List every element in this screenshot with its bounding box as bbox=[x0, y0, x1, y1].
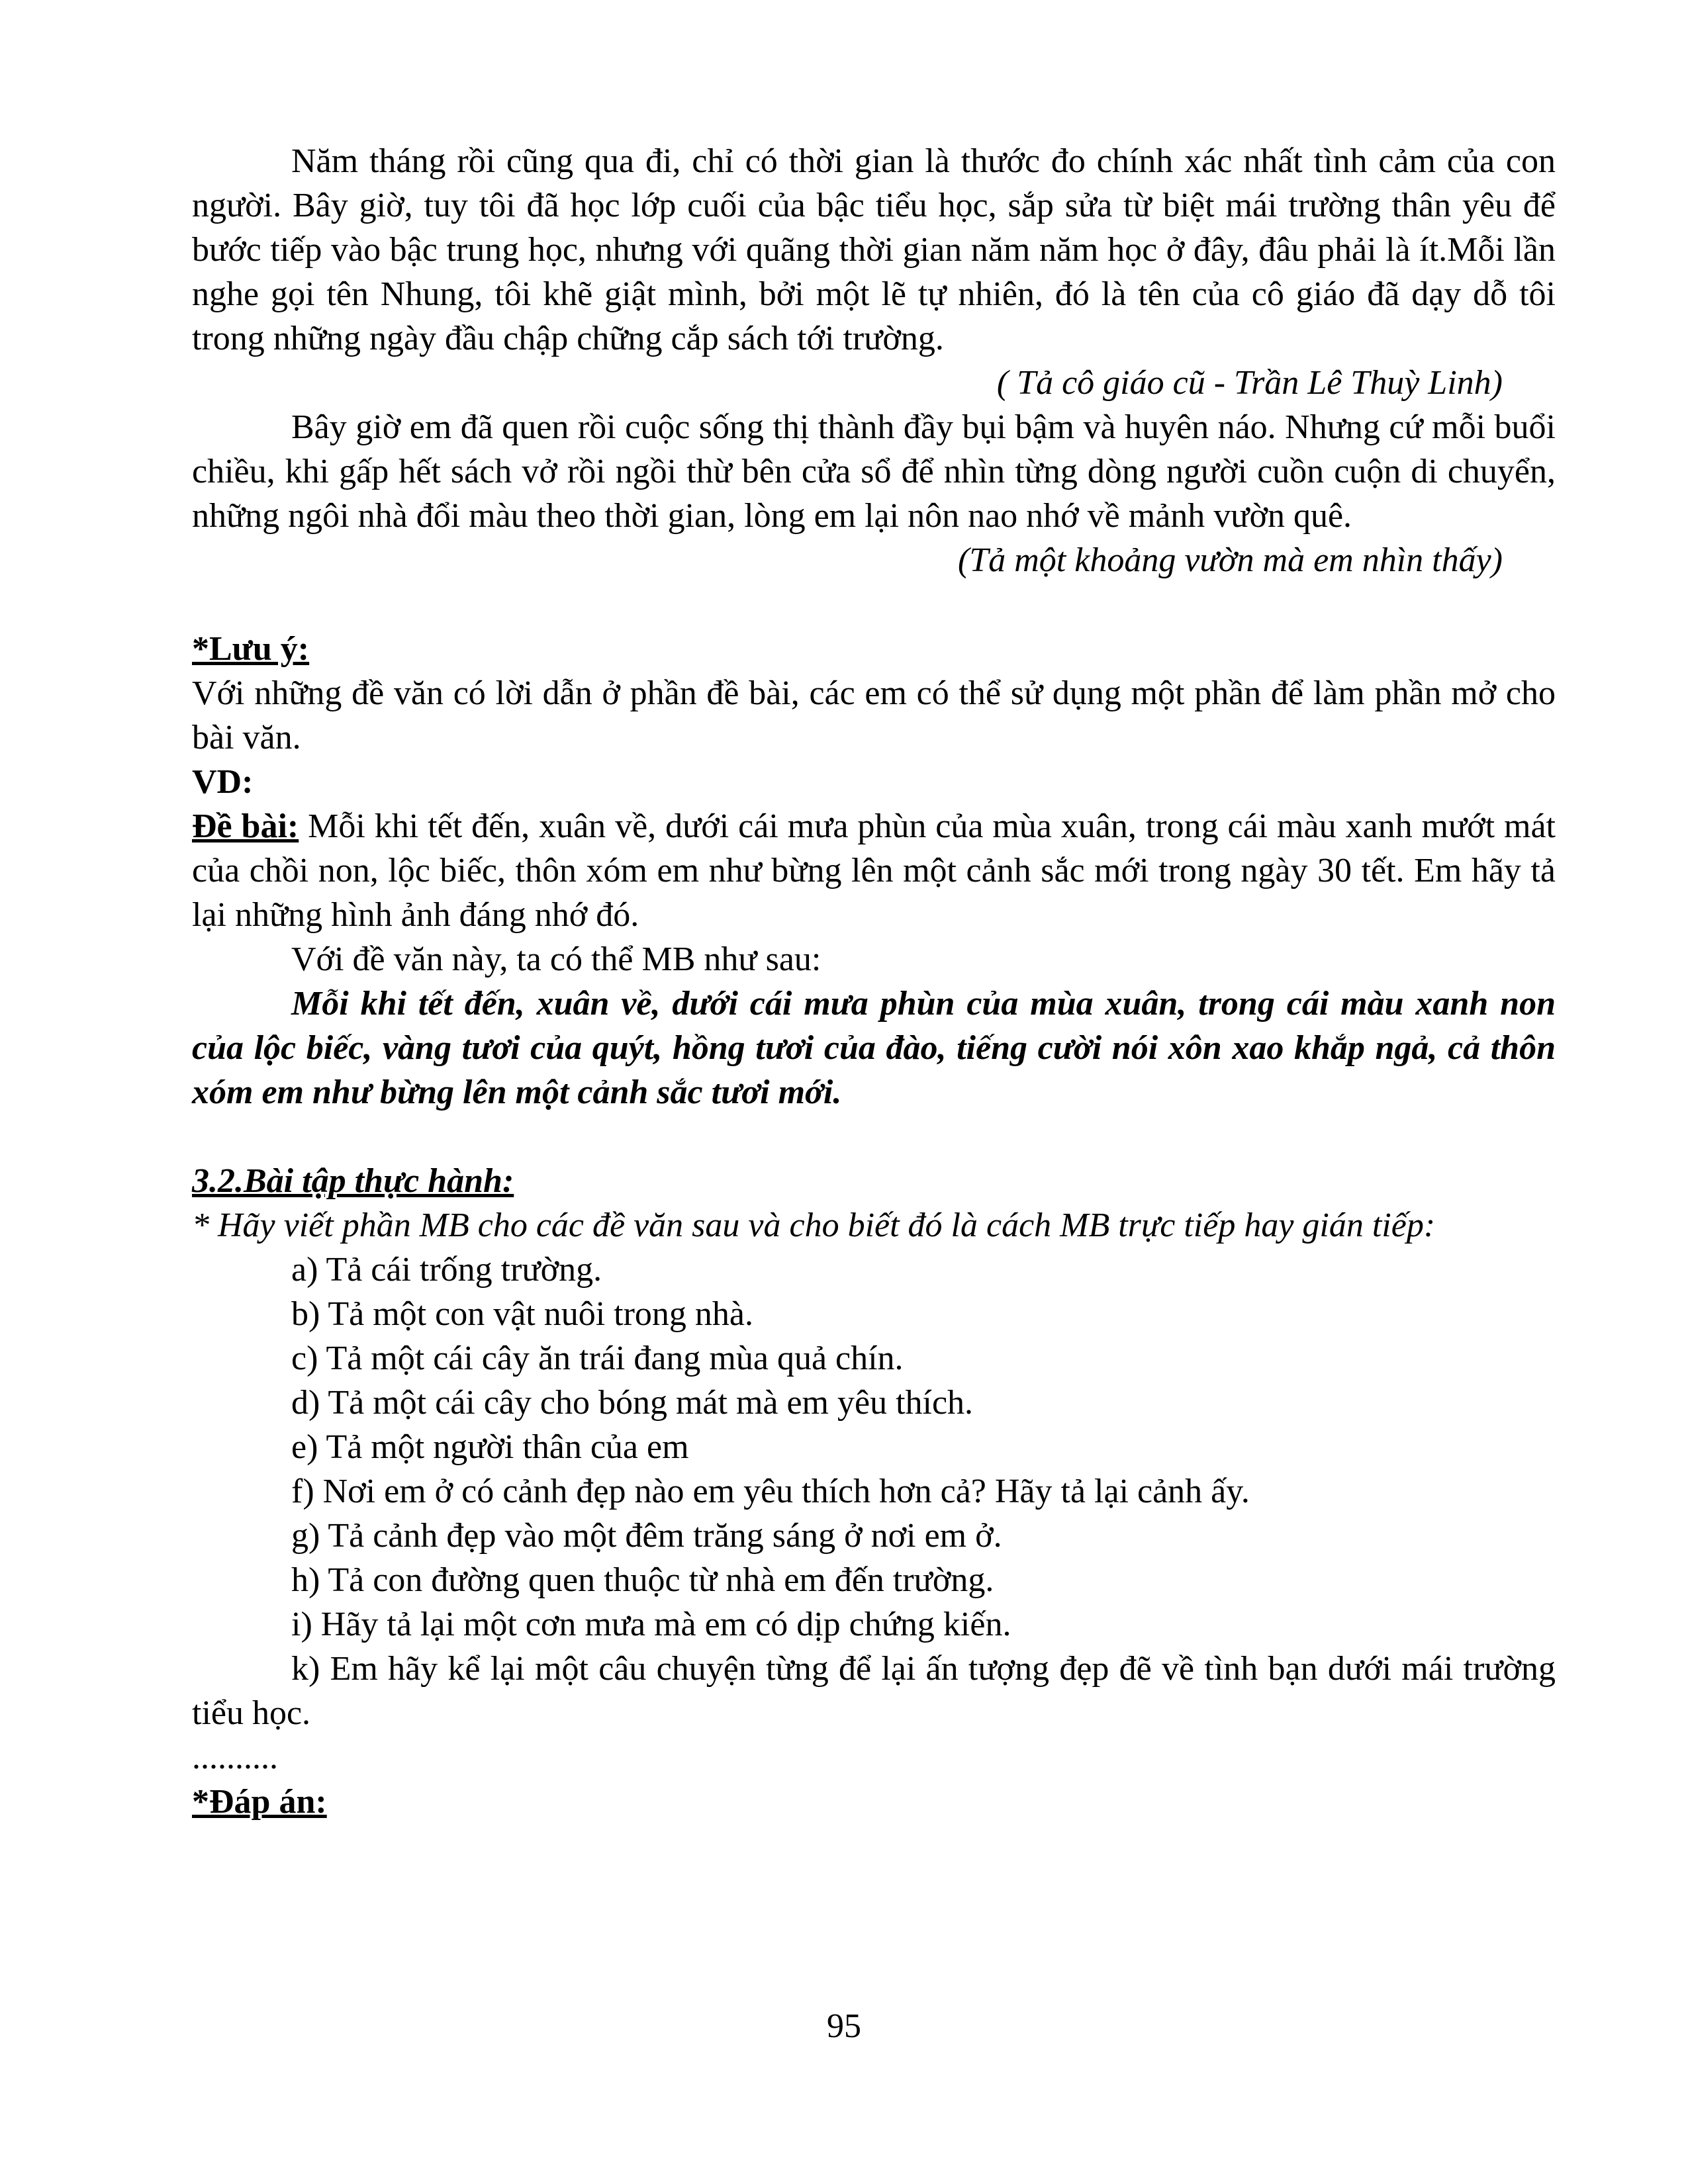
passage-citation: ( Tả cô giáo cũ - Trần Lê Thuỳ Linh) bbox=[996, 364, 1503, 402]
list-item: i) Hãy tả lại một cơn mưa mà em có dịp chứng kiến. bbox=[291, 1606, 1011, 1643]
prompt-text: Mỗi khi tết đến, xuân về, dưới cái mưa phùn của mùa xuân, trong cái màu xanh mướt mát của chồi non, lộc biếc, thôn xóm em như bừng lên một cảnh sắc mới trong ngày 30 tết. Em hãy tả lại những hình ảnh đáng nhớ đó. bbox=[192, 807, 1556, 934]
prompt-label: Đề bài: bbox=[192, 807, 299, 845]
list-item: e) Tả một người thân của em bbox=[291, 1428, 689, 1466]
passage-citation: (Tả một khoảng vườn mà em nhìn thấy) bbox=[958, 541, 1503, 579]
spacer bbox=[192, 582, 1556, 627]
page-number: 95 bbox=[827, 2007, 861, 2045]
section-number: 3.2. bbox=[192, 1162, 244, 1200]
note-heading: *Lưu ý: bbox=[192, 630, 310, 668]
list-item: h) Tả con đường quen thuộc từ nhà em đến trường. bbox=[291, 1561, 994, 1599]
list-item: g) Tả cảnh đẹp vào một đêm trăng sáng ở nơi em ở. bbox=[291, 1517, 1002, 1555]
example-prompt bbox=[192, 804, 1556, 937]
list-item: a) Tả cái trống trường. bbox=[291, 1251, 602, 1289]
document-page bbox=[192, 139, 1556, 1824]
example-answer: Mỗi khi tết đến, xuân về, dưới cái mưa phùn của mùa xuân, trong cái màu xanh non của lộc biếc, vàng tươi của quýt, hồng tươi của đào, tiếng cười nói xôn xao khắp ngả, cả thôn xóm em như bừng lên một cảnh sắc tươi mới. bbox=[192, 985, 1556, 1111]
answer-heading: *Đáp án: bbox=[192, 1783, 327, 1821]
passage-paragraph: Bây giờ em đã quen rồi cuộc sống thị thành đầy bụi bậm và huyên náo. Nhưng cứ mỗi buổi chiều, khi gấp hết sách vở rồi ngồi thừ bên cửa sổ để nhìn từng dòng người cuồn cuộn di chuyển, những ngôi nhà đổi màu theo thời gian, lòng em lại nôn nao nhớ về mảnh vườn quê. bbox=[192, 408, 1556, 535]
list-item: c) Tả một cái cây ăn trái đang mùa quả chín. bbox=[291, 1340, 904, 1377]
task-instruction: * Hãy viết phần MB cho các đề văn sau và cho biết đó là cách MB trực tiếp hay gián tiếp: bbox=[192, 1206, 1436, 1244]
example-label: VD: bbox=[192, 763, 254, 801]
example-intro: Với đề văn này, ta có thể MB như sau: bbox=[291, 940, 821, 978]
list-item: k) Em hãy kể lại một câu chuyện từng để lại ấn tượng đẹp đẽ về tình bạn dưới mái trường tiểu học. bbox=[192, 1650, 1556, 1732]
section-heading bbox=[192, 1159, 1556, 1203]
section-title: Bài tập thực hành: bbox=[244, 1162, 514, 1200]
list-item: f) Nơi em ở có cảnh đẹp nào em yêu thích hơn cả? Hãy tả lại cảnh ấy. bbox=[291, 1473, 1250, 1510]
list-item: d) Tả một cái cây cho bóng mát mà em yêu thích. bbox=[291, 1384, 974, 1422]
list-item: b) Tả một con vật nuôi trong nhà. bbox=[291, 1295, 754, 1333]
note-text: Với những đề văn có lời dẫn ở phần đề bài, các em có thể sử dụng một phần để làm phần mở cho bài văn. bbox=[192, 674, 1556, 756]
ellipsis: .......... bbox=[192, 1739, 278, 1776]
spacer bbox=[192, 1115, 1556, 1159]
passage-paragraph: Năm tháng rồi cũng qua đi, chỉ có thời gian là thước đo chính xác nhất tình cảm của con người. Bây giờ, tuy tôi đã học lớp cuối của bậc tiểu học, sắp sửa từ biệt mái trường thân yêu để bước tiếp vào bậc trung học, nhưng với quãng thời gian năm năm học ở đây, đâu phải là ít.Mỗi lần nghe gọi tên Nhung, tôi khẽ giật mình, bởi một lẽ tự nhiên, đó là tên của cô giáo đã dạy dỗ tôi trong những ngày đầu chập chững cắp sách tới trường. bbox=[192, 142, 1556, 357]
